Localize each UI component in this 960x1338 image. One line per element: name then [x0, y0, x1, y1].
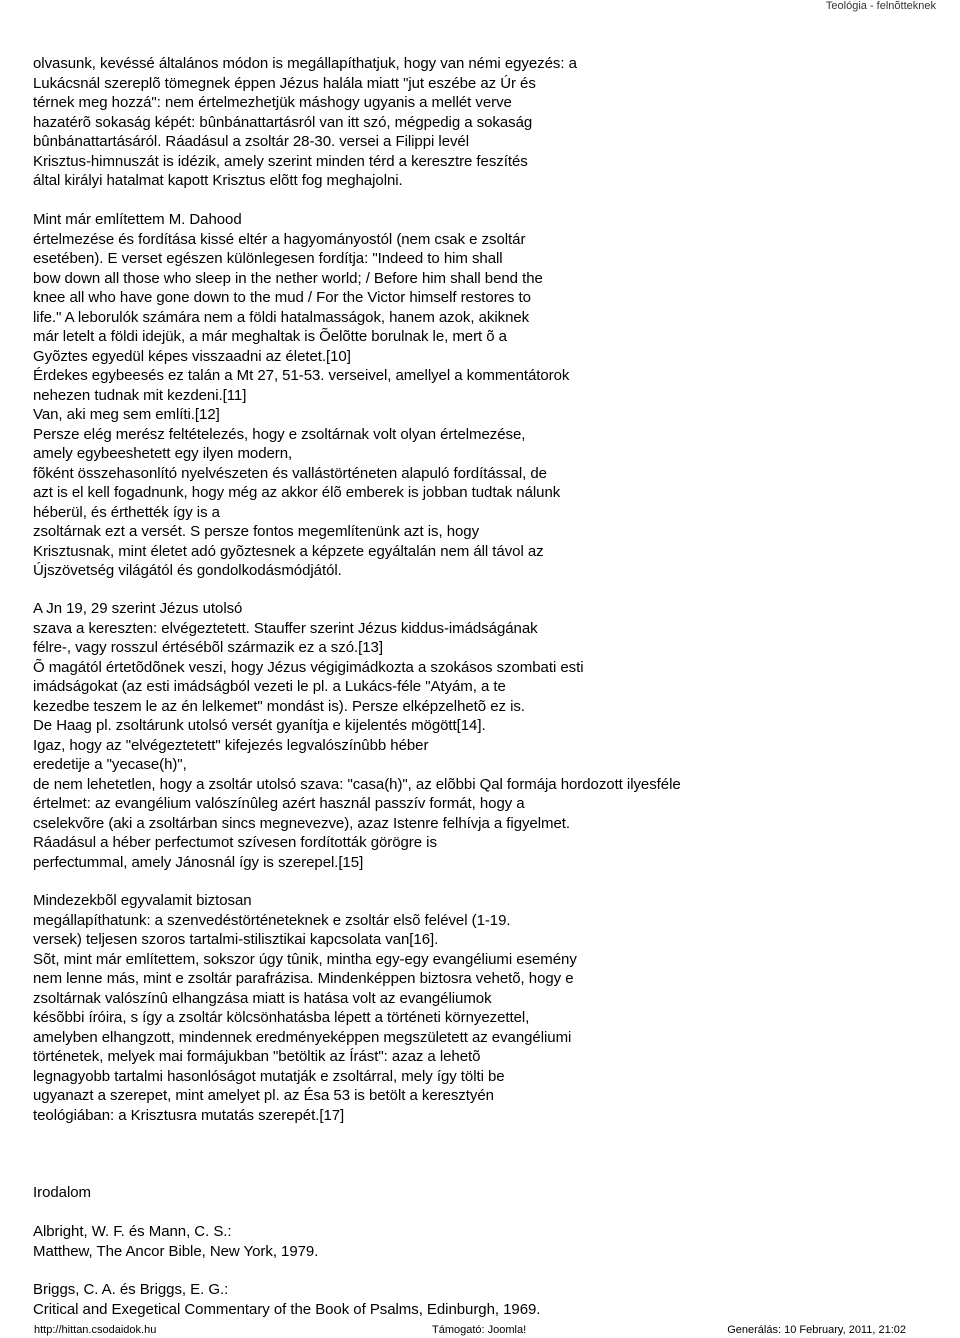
text-line: megállapíthatunk: a szenvedéstörténeteknek e zsoltár elsõ felével (1-19. [33, 911, 511, 929]
text-line: Van, aki meg sem említi.[12] [33, 406, 220, 423]
bibliography-entry-albright [33, 1222, 948, 1261]
bibliography-entry-briggs [33, 1280, 948, 1319]
text-line: hazatérõ sokaság képét: bûnbánattartásról van itt szó, mégpedig a sokaság [33, 113, 533, 131]
text-line: kezedbe teszem le az én lelkemet" mondást is). Persze elképzelhetõ ez is. [33, 697, 525, 715]
text-line: késõbbi íróira, s így a zsoltár kölcsönhatásba lépett a történeti környezettel, [33, 1009, 530, 1026]
footer-generated-date: Generálás: 10 February, 2011, 21:02 [727, 1324, 906, 1336]
text-line: legnagyobb tartalmi hasonlóságot mutatják e zsoltárral, mely így tölti be [33, 1067, 505, 1085]
text-line: Krisztus-himnuszát is idézik, amely szerint minden térd a keresztre feszítés [33, 152, 528, 170]
bibliography-heading [33, 1183, 948, 1203]
text-line: által királyi hatalmat kapott Krisztus elõtt fog meghajolni. [33, 172, 403, 189]
text-line: Critical and Exegetical Commentary of the Book of Psalms, Edinburgh, 1969. [33, 1300, 541, 1318]
footer-sponsor: Támogató: Joomla! [432, 1324, 527, 1336]
text-line: Albright, W. F. és Mann, C. S.: [33, 1223, 232, 1240]
text-line: félre-, vagy rosszul értésébõl származik ez a szó.[13] [33, 639, 383, 656]
text-line: perfectummal, amely Jánosnál így is szerepel.[15] [33, 853, 364, 871]
text-line: értelmet: az evangélium valószínûleg azért használ passzív formát, hogy a [33, 795, 525, 812]
text-line: Persze elég merész feltételezés, hogy e zsoltárnak volt olyan értelmezése, [33, 425, 526, 443]
text-line: bûnbánattartásáról. Ráadásul a zsoltár 28-30. versei a Filippi levél [33, 133, 470, 150]
text-line: Õ magától értetõdõnek veszi, hogy Jézus végigimádkozta a szokásos szombati esti [33, 658, 584, 676]
text-line: Briggs, C. A. és Briggs, E. G.: [33, 1281, 229, 1298]
text-line: eredetije a "yecase(h)", [33, 756, 187, 773]
text-line: Matthew, The Ancor Bible, New York, 1979. [33, 1242, 319, 1260]
text-line: történetek, melyek mai formájukban "betöltik az Írást": azaz a lehetõ [33, 1048, 481, 1065]
page-header-title: Teológia - felnõtteknek [825, 0, 936, 12]
text-line: amelyben elhangzott, mindennek eredményeképpen megszületett az evangéliumi [33, 1028, 572, 1046]
text-line: héberül, és érthették így is a [33, 503, 220, 521]
text-line: amely egybeeshetett egy ilyen modern, [33, 445, 293, 462]
text-line: azt is el kell fogadnunk, hogy még az akkor élõ emberek is jobban tudtak nálunk [33, 484, 561, 501]
paragraph-summary [33, 891, 948, 1125]
text-line: teológiában: a Krisztusra mutatás szerepét.[17] [33, 1106, 345, 1124]
text-line: olvasunk, kevéssé általános módon is megállapíthatjuk, hogy van némi egyezés: a [33, 55, 577, 72]
text-line: nehezen tudnak mit kezdeni.[11] [33, 386, 247, 404]
text-line: knee all who have gone down to the mud / For the Victor himself restores to [33, 289, 531, 306]
text-line: Újszövetség világától és gondolkodásmódjától. [33, 562, 342, 579]
text-line: zsoltárnak ezt a versét. S persze fontos megemlítenünk azt is, hogy [33, 523, 480, 540]
text-line: nem lenne más, mint e zsoltár parafrázisa. Mindenképpen biztosra vehetõ, hogy e [33, 970, 574, 987]
text-line: A Jn 19, 29 szerint Jézus utolsó [33, 600, 243, 617]
text-line: szava a kereszten: elvégeztetett. Stauffer szerint Jézus kiddus-imádságának [33, 619, 538, 637]
paragraph-john [33, 599, 948, 872]
text-line: Mindezekbõl egyvalamit biztosan [33, 892, 252, 909]
text-line: ugyanazt a szerepet, mint amelyet pl. az Ésa 53 is betölt a keresztyén [33, 1087, 494, 1104]
text-line: térnek meg hozzá": nem értelmezhetjük máshogy ugyanis a mellét verve [33, 94, 512, 111]
text-line: bow down all those who sleep in the nether world; / Before him shall bend the [33, 269, 543, 287]
text-line: esetében). E verset egészen különlegesen fordítja: "Indeed to him shall [33, 250, 503, 267]
text-line: Irodalom [33, 1184, 91, 1201]
text-line: Sõt, mint már említettem, sokszor úgy tûnik, mintha egy-egy evangéliumi esemény [33, 950, 577, 968]
text-line: értelmezése és fordítása kissé eltér a hagyományostól (nem csak e zsoltár [33, 230, 526, 248]
text-line: versek) teljesen szoros tartalmi-stilisztikai kapcsolata van[16]. [33, 931, 439, 948]
text-line: cselekvõre (aki a zsoltárban sincs megnevezve), azaz Istenre felhívja a figyelmet. [33, 814, 570, 832]
text-line: imádságokat (az esti imádságból vezeti le pl. a Lukács-féle "Atyám, a te [33, 678, 506, 695]
text-line: Lukácsnál szereplõ tömegnek éppen Jézus halála miatt "jut eszébe az Úr és [33, 74, 536, 92]
text-line: Érdekes egybeesés ez talán a Mt 27, 51-53. verseivel, amellyel a kommentátorok [33, 367, 570, 384]
paragraph-lukacs [33, 54, 948, 191]
text-line: zsoltárnak valószínû elhangzása miatt is hatása volt az evangéliumok [33, 989, 492, 1007]
text-line: Mint már említettem M. Dahood [33, 211, 242, 228]
text-line: Igaz, hogy az "elvégeztetett" kifejezés legvalószínûbb héber [33, 736, 429, 754]
footer-site-url[interactable]: http://hittan.csodaidok.hu [34, 1324, 157, 1336]
text-line: Gyõztes egyedül képes visszaadni az életet.[10] [33, 347, 351, 365]
text-line: fõként összehasonlító nyelvészeten és vallástörténeten alapuló fordítással, de [33, 464, 547, 482]
text-line: de nem lehetetlen, hogy a zsoltár utolsó szava: "casa(h)", az elõbbi Qal formája hordozott ilyesféle [33, 775, 681, 793]
page-footer [0, 1322, 960, 1338]
text-line: már letelt a földi idejük, a már meghaltak is Õelõtte borulnak le, mert õ a [33, 328, 507, 345]
text-line: Krisztusnak, mint életet adó gyõztesnek a képzete egyáltalán nem áll távol az [33, 542, 544, 560]
text-line: De Haag pl. zsoltárunk utolsó versét gyanítja e kijelentés mögött[14]. [33, 717, 486, 734]
paragraph-dahood [33, 210, 948, 581]
text-line: life." A leborulók számára nem a földi hatalmasságok, hanem azok, akiknek [33, 308, 530, 326]
text-line: Ráadásul a héber perfectumot szívesen fordították görögre is [33, 834, 437, 851]
